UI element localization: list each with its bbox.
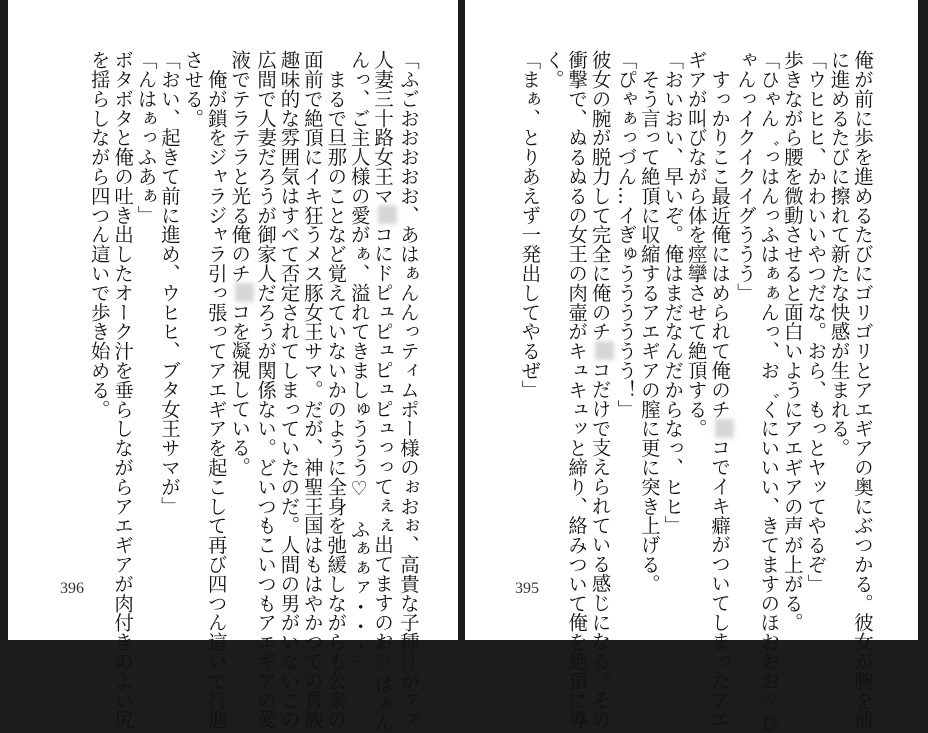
text-segment: コでイキ癖がついてしまったアエ	[708, 437, 732, 729]
text-segment: に進めるたびに擦れて新たな快感が生まれる。	[827, 50, 851, 458]
text-segment: 面前で絶頂にイキ狂うメス豚女王サマ。だが、神聖王国はもはやかつての貴族	[300, 50, 324, 729]
text-line	[851, 50, 874, 729]
text-segment: 衝撃で、ぬるぬるの女王の肉壷がキュキュッと締り、絡みついて俺を絶頂に導	[565, 50, 589, 729]
text-line	[541, 50, 564, 580]
text-segment: んっ、ご主人様の愛がぁ、溢れてきましゅううう♡ ふぁぁァ・・・」	[347, 50, 371, 675]
text-line	[804, 50, 828, 594]
text-line	[181, 50, 204, 580]
page-number: 396	[60, 580, 84, 597]
text-line	[254, 50, 278, 729]
text-line	[300, 50, 324, 729]
text-segment: 「まぁ、とりあえず一発出してやるぜ」	[518, 50, 542, 400]
text-segment: 俺が前に歩を進めるたびにゴリゴリとアエギアの奥にぶつかる。彼女が腕を前	[851, 50, 874, 729]
text-segment: 俺が鎖をジャラジャラ引っ張ってアエギアを起こして再び四つん這いで行進	[204, 50, 228, 729]
text-line	[780, 50, 804, 632]
text-line	[757, 50, 781, 733]
text-segment: を揺らしながら四つん這いで歩き始める。	[87, 50, 111, 419]
text-segment: 液でテラテラと光る俺のチ	[228, 50, 252, 283]
text-segment: 歩きながら腰を微動させると面白いようにアエギアの声が上がる。	[780, 50, 804, 632]
text-line	[614, 50, 637, 580]
censor-blur	[715, 419, 734, 438]
censor-blur	[595, 341, 614, 360]
text-segment: 「おいおい、早いぞ。俺はまだなんだからなっ、ヒヒ」	[661, 50, 685, 535]
text-line	[827, 50, 850, 580]
text-line	[684, 50, 707, 580]
text-segment: ボタボタと俺の吐き出したオーク汁を垂らしながらアエギアが肉付きのよい尻	[111, 50, 135, 729]
text-line	[371, 50, 397, 733]
text-segment: 「ひゃん゛っはんっふはぁぁんっ、お゛くにいいい、きてますのほおおお♡ひ	[757, 50, 781, 733]
text-segment: 「ぴゃぁっづん…イぎゅうううううう！」	[614, 50, 638, 419]
text-line	[277, 50, 301, 729]
text-segment: まるで旦那のことなど覚えていないかのように全身を弛緩しながらも公衆の	[324, 50, 348, 729]
text-line	[518, 50, 541, 580]
text-segment: すっかりここ最近俺にはめられて俺のチ	[708, 50, 732, 419]
right-page	[465, 0, 918, 733]
text-segment: コだけで支えられている感じになる。その	[588, 360, 612, 729]
text-segment: 「おい、起きて前に進め、ウヒヒ、ブタ女王サマが」	[157, 50, 181, 516]
text-line	[228, 50, 254, 580]
text-line	[324, 50, 348, 729]
text-segment: 「んはぁっふあぁ」	[134, 50, 158, 225]
text-segment: ゃんっイクイクイグううう」	[733, 50, 757, 303]
text-segment: く。	[541, 50, 565, 89]
text-segment: 「ふごおおおおお、あはぁんんっティムポー様のぉおぉ、高貴な子種汁がァァ	[397, 50, 420, 729]
text-line	[204, 50, 228, 729]
text-line	[111, 50, 135, 729]
censor-blur	[378, 205, 397, 224]
text-line	[708, 50, 734, 729]
text-line	[87, 50, 110, 580]
text-segment: そう言って絶頂に収縮するアエギアの膣に更に突き上げる。	[637, 50, 661, 594]
left-page-text	[87, 50, 420, 733]
text-line	[734, 50, 757, 580]
text-segment: 趣味的な雰囲気はすべて否定されてしまっていたのだ。人間の男がいないこの	[277, 50, 301, 729]
text-segment: 「ウヒヒヒ、かわいいやつだな。おら、もっとヤッてやるぞ」	[804, 50, 828, 594]
text-line	[158, 50, 181, 580]
page-number: 395	[515, 580, 539, 597]
text-segment: 彼女の腕が脱力して完全に俺のチ	[588, 50, 612, 341]
text-segment: 広間で人妻だろうが御家人だろうが関係ない。どいつもこいつもアエギアの愛	[254, 50, 278, 729]
text-line	[661, 50, 684, 580]
text-segment: させる。	[181, 50, 205, 128]
text-segment: コにドピュピュピュピュっってぇぇ出てますのお♡はぁん	[371, 224, 395, 733]
text-segment: コを凝視している。	[228, 301, 252, 477]
text-segment: ギアが叫びながら体を痙攣させて絶頂する。	[684, 50, 708, 438]
left-page	[8, 0, 458, 733]
text-segment: 人妻三十路女王マ	[371, 50, 395, 206]
text-line	[588, 50, 614, 729]
text-line	[565, 50, 589, 729]
text-line	[397, 50, 420, 729]
text-line	[347, 50, 371, 675]
censor-blur	[235, 283, 254, 302]
text-line	[134, 50, 157, 580]
text-line	[637, 50, 661, 594]
